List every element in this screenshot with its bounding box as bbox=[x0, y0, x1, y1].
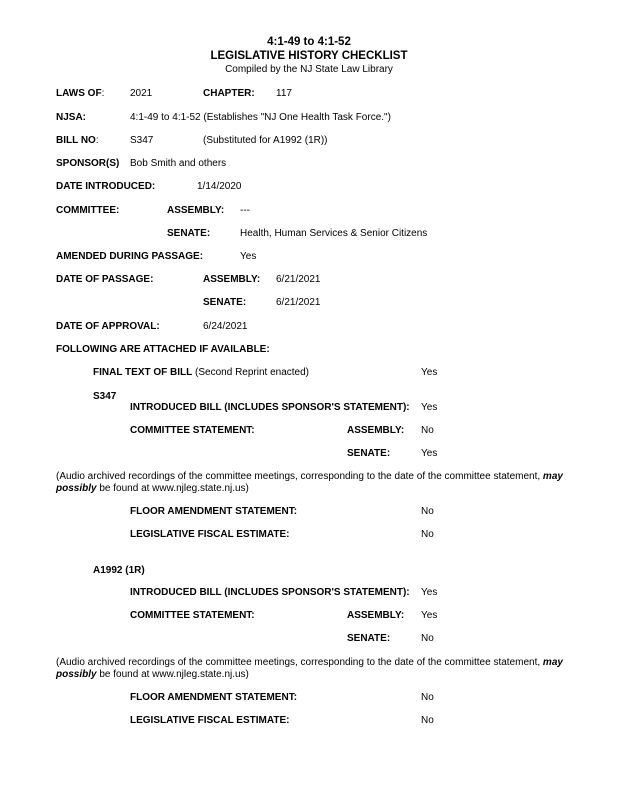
document-title-line1: 4:1-49 to 4:1-52 bbox=[267, 36, 351, 48]
a1992-audio-note: (Audio archived recordings of the committee meetings, corresponding to the date of the committee statement, may possibly be found at www.njleg.state.nj.us) bbox=[56, 657, 563, 680]
compiled-by: Compiled by the NJ State Law Library bbox=[225, 64, 393, 75]
committee-assembly-value: --- bbox=[240, 205, 250, 216]
s347-assembly-value: No bbox=[421, 425, 434, 436]
njsa-value: 4:1-49 to 4:1-52 (Establishes "NJ One Health Task Force.") bbox=[130, 112, 391, 123]
bill-substitution-note: (Substituted for A1992 (1R)) bbox=[203, 135, 328, 146]
a1992-heading: A1992 (1R) bbox=[93, 565, 145, 576]
final-text-value: Yes bbox=[421, 367, 438, 378]
s347-assembly-label: ASSEMBLY: bbox=[347, 425, 405, 436]
approval-value: 6/24/2021 bbox=[203, 321, 248, 332]
a1992-senate-value: No bbox=[421, 633, 434, 644]
s347-fiscal-label: LEGISLATIVE FISCAL ESTIMATE: bbox=[130, 529, 290, 540]
passage-label: DATE OF PASSAGE: bbox=[56, 274, 154, 285]
bill-no-label: BILL NO: bbox=[56, 135, 99, 146]
a1992-floor-label: FLOOR AMENDMENT STATEMENT: bbox=[130, 692, 298, 703]
s347-fiscal-value: No bbox=[421, 529, 434, 540]
s347-heading: S347 bbox=[93, 391, 117, 402]
laws-of-value: 2021 bbox=[130, 88, 153, 99]
s347-senate-value: Yes bbox=[421, 448, 438, 459]
s347-senate-label: SENATE: bbox=[347, 448, 391, 459]
amended-label: AMENDED DURING PASSAGE: bbox=[56, 251, 204, 262]
approval-label: DATE OF APPROVAL: bbox=[56, 321, 160, 332]
a1992-senate-label: SENATE: bbox=[347, 633, 391, 644]
sponsors-value: Bob Smith and others bbox=[130, 158, 227, 169]
a1992-introduced-value: Yes bbox=[421, 587, 438, 598]
passage-assembly-label: ASSEMBLY: bbox=[203, 274, 261, 285]
sponsors-label: SPONSOR(S) bbox=[56, 158, 120, 169]
s347-floor-label: FLOOR AMENDMENT STATEMENT: bbox=[130, 506, 298, 517]
a1992-fiscal-value: No bbox=[421, 715, 434, 726]
a1992-assembly-label: ASSEMBLY: bbox=[347, 610, 405, 621]
a1992-fiscal-label: LEGISLATIVE FISCAL ESTIMATE: bbox=[130, 715, 290, 726]
attached-heading: FOLLOWING ARE ATTACHED IF AVAILABLE: bbox=[56, 344, 270, 355]
passage-assembly-value: 6/21/2021 bbox=[276, 274, 321, 285]
chapter-label: CHAPTER: bbox=[203, 88, 255, 99]
a1992-assembly-value: Yes bbox=[421, 610, 438, 621]
passage-senate-label: SENATE: bbox=[203, 297, 247, 308]
committee-label: COMMITTEE: bbox=[56, 205, 120, 216]
chapter-value: 117 bbox=[276, 88, 292, 99]
bill-no-value: S347 bbox=[130, 135, 154, 146]
a1992-committee-label: COMMITTEE STATEMENT: bbox=[130, 610, 255, 621]
s347-floor-value: No bbox=[421, 506, 434, 517]
committee-assembly-label: ASSEMBLY: bbox=[167, 205, 225, 216]
laws-of-label: LAWS OF: bbox=[56, 88, 105, 99]
a1992-introduced-label: INTRODUCED BILL (INCLUDES SPONSOR'S STATEMENT): bbox=[130, 587, 410, 598]
document-title-line2: LEGISLATIVE HISTORY CHECKLIST bbox=[210, 50, 408, 62]
committee-senate-value: Health, Human Services & Senior Citizens bbox=[240, 228, 428, 239]
s347-introduced-label: INTRODUCED BILL (INCLUDES SPONSOR'S STATEMENT): bbox=[130, 402, 410, 413]
date-introduced-label: DATE INTRODUCED: bbox=[56, 181, 156, 192]
date-introduced-value: 1/14/2020 bbox=[197, 181, 242, 192]
committee-senate-label: SENATE: bbox=[167, 228, 211, 239]
passage-senate-value: 6/21/2021 bbox=[276, 297, 321, 308]
final-text-label: FINAL TEXT OF BILL (Second Reprint enacted) bbox=[93, 367, 310, 378]
s347-audio-note: (Audio archived recordings of the committee meetings, corresponding to the date of the committee statement, may possibly be found at www.njleg.state.nj.us) bbox=[56, 471, 563, 494]
s347-committee-label: COMMITTEE STATEMENT: bbox=[130, 425, 255, 436]
njsa-label: NJSA: bbox=[56, 112, 87, 123]
a1992-floor-value: No bbox=[421, 692, 434, 703]
s347-introduced-value: Yes bbox=[421, 402, 438, 413]
amended-value: Yes bbox=[240, 251, 257, 262]
